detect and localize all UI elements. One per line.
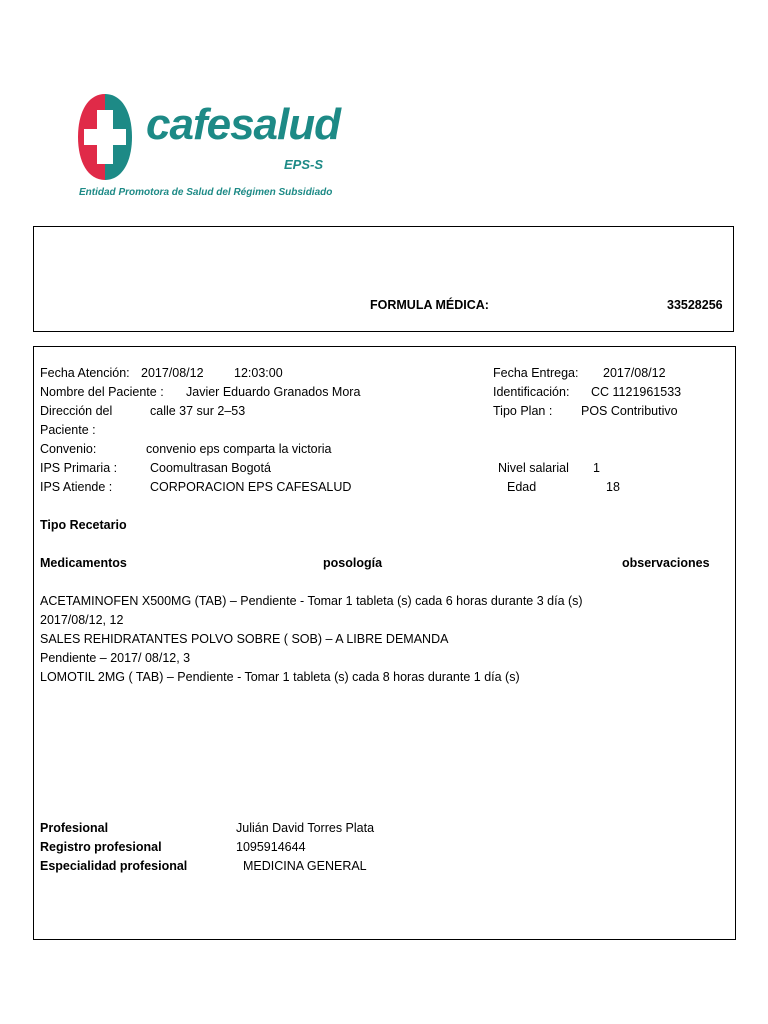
profesional-label: Profesional: [40, 821, 109, 835]
edad-value: 18: [606, 480, 620, 494]
fecha-entrega-label: Fecha Entrega:: [493, 366, 579, 380]
direccion-label-line1: Dirección del: [40, 404, 113, 418]
fecha-entrega-value: 2017/08/12: [603, 366, 666, 380]
col-posologia-heading: posología: [323, 556, 383, 570]
cafesalud-cross-logo-icon: [76, 92, 134, 182]
brand-subtitle: EPS-S: [284, 157, 324, 172]
ips-atiende-label: IPS Atiende :: [40, 480, 113, 494]
nivel-salarial-value: 1: [593, 461, 600, 475]
medication-line: Pendiente – 2017/ 08/12, 3: [40, 651, 191, 665]
ips-atiende-value: CORPORACION EPS CAFESALUD: [150, 480, 352, 494]
brand-name: cafesalud: [146, 100, 340, 149]
formula-header-box: [33, 226, 734, 332]
tipo-recetario-heading: Tipo Recetario: [40, 518, 127, 532]
medication-line: ACETAMINOFEN X500MG (TAB) – Pendiente - Tomar 1 tableta (s) cada 6 horas durante 3 día (s): [40, 594, 583, 608]
tipo-plan-label: Tipo Plan :: [493, 404, 553, 418]
formula-number: 33528256: [667, 298, 723, 312]
nombre-value: Javier Eduardo Granados Mora: [186, 385, 361, 399]
ips-primaria-label: IPS Primaria :: [40, 461, 118, 475]
identificacion-label: Identificación:: [493, 385, 570, 399]
especialidad-value: MEDICINA GENERAL: [243, 859, 367, 873]
brand-tagline: Entidad Promotora de Salud del Régimen Subsidiado: [79, 187, 333, 198]
fecha-atencion-date: 2017/08/12: [141, 366, 204, 380]
direccion-value: calle 37 sur 2–53: [150, 404, 246, 418]
medication-line: SALES REHIDRATANTES POLVO SOBRE ( SOB) – A LIBRE DEMANDA: [40, 632, 449, 646]
medication-line: 2017/08/12, 12: [40, 613, 124, 627]
tipo-plan-value: POS Contributivo: [581, 404, 678, 418]
registro-value: 1095914644: [236, 840, 306, 854]
col-observaciones-heading: observaciones: [622, 556, 710, 570]
profesional-value: Julián David Torres Plata: [236, 821, 375, 835]
col-medicamentos-heading: Medicamentos: [40, 556, 127, 570]
edad-label: Edad: [507, 480, 537, 494]
convenio-label: Convenio:: [40, 442, 97, 456]
medication-line: LOMOTIL 2MG ( TAB) – Pendiente - Tomar 1 tableta (s) cada 8 horas durante 1 día (s): [40, 670, 520, 684]
nombre-label: Nombre del Paciente :: [40, 385, 164, 399]
fecha-atencion-time: 12:03:00: [234, 366, 283, 380]
nivel-salarial-label: Nivel salarial: [498, 461, 569, 475]
convenio-value: convenio eps comparta la victoria: [146, 442, 332, 456]
ips-primaria-value: Coomultrasan Bogotá: [150, 461, 271, 475]
formula-label: FORMULA MÉDICA:: [370, 298, 489, 312]
especialidad-label: Especialidad profesional: [40, 859, 188, 873]
direccion-label-line2: Paciente :: [40, 423, 96, 437]
identificacion-value: CC 1121961533: [591, 385, 682, 399]
fecha-atencion-label: Fecha Atención:: [40, 366, 130, 380]
registro-label: Registro profesional: [40, 840, 162, 854]
